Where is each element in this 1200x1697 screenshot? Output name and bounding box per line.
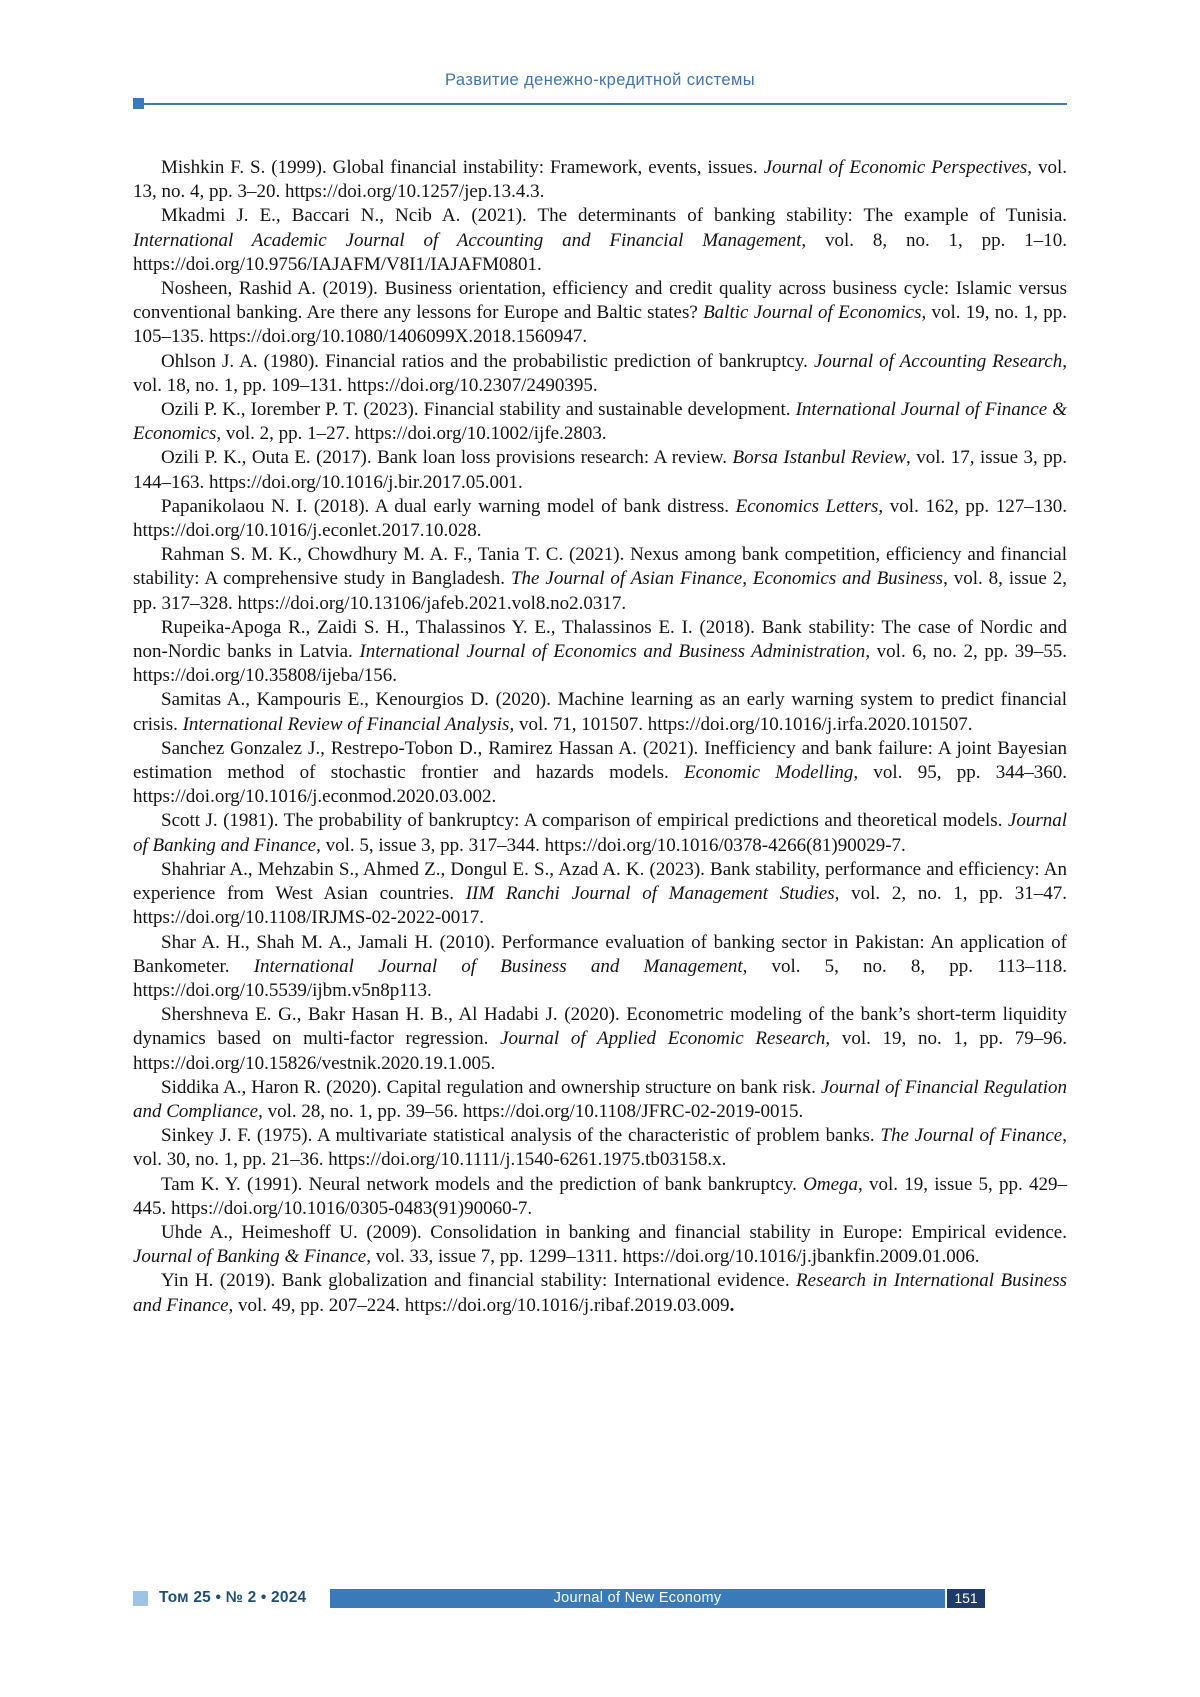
reference-text-segment: , vol. 162, pp. 127–130. https://doi.org/10.1016/j.econlet.2017.10.028. bbox=[133, 495, 1068, 542]
reference-text-segment: Economic Modelling bbox=[684, 762, 854, 784]
reference-entry bbox=[133, 495, 1067, 543]
reference-entry bbox=[133, 1221, 1067, 1269]
reference-text-segment: Siddika A., Haron R. (2020). Capital regulation and ownership structure on bank risk. bbox=[161, 1076, 821, 1098]
reference-text-segment: Sinkey J. F. (1975). A multivariate statistical analysis of the characteristic of problem banks. bbox=[161, 1125, 881, 1147]
reference-entry bbox=[133, 1076, 1067, 1124]
reference-text-segment: IIM Ranchi Journal of Management Studies bbox=[465, 883, 835, 905]
reference-text-segment: , vol. 19, no. 1, pp. 105–135. https://doi.org/10.1080/1406099X.2018.1560947. bbox=[133, 302, 1068, 348]
reference-text-segment: Ozili P. K., Outa E. (2017). Bank loan loss provisions research: A review. bbox=[161, 447, 733, 469]
page-number-badge: 151 bbox=[947, 1589, 985, 1608]
reference-entry bbox=[133, 616, 1067, 689]
reference-text-segment: , vol. 19, no. 1, pp. 79–96. https://doi.org/10.15826/vestnik.2020.19.1.005. bbox=[133, 1028, 1067, 1074]
reference-text-segment: Journal of Economic Perspectives bbox=[763, 157, 1028, 178]
reference-text-segment: Economics Letters bbox=[735, 495, 879, 517]
reference-entry bbox=[133, 1124, 1067, 1172]
reference-text-segment: Shershneva E. G., Bakr Hasan H. B., Al Hadabi J. (2020). Econometric modeling of the bank’s short-term liquidity dynamics based on multi-factor regression. bbox=[133, 1004, 1067, 1050]
header-rule-square-icon bbox=[133, 98, 144, 109]
reference-entry bbox=[133, 1173, 1067, 1221]
reference-entry bbox=[133, 350, 1067, 398]
reference-text-segment: Omega bbox=[803, 1173, 859, 1195]
reference-entry bbox=[133, 398, 1067, 446]
reference-text-segment: Shahriar A., Mehzabin S., Ahmed Z., Dongul E. S., Azad A. K. (2023). Bank stability, performance and efficiency: An experience from West Asian countries. bbox=[133, 858, 1067, 905]
reference-entry bbox=[133, 277, 1067, 350]
reference-text-segment: , vol. 18, no. 1, pp. 109–131. https://doi.org/10.2307/2490395. bbox=[133, 350, 1067, 396]
reference-text-segment: International Academic Journal of Accounting and Financial Management bbox=[133, 229, 802, 251]
reference-text-segment: , vol. 28, no. 1, pp. 39–56. https://doi.org/10.1108/JFRC-02-2019-0015. bbox=[258, 1100, 804, 1122]
reference-text-segment: Sanchez Gonzalez J., Restrepo-Tobon D., Ramirez Hassan A. (2021). Inefficiency and bank failure: A joint Bayesian estimation method of stochastic frontier and hazards models. bbox=[133, 737, 1067, 784]
reference-text-segment: Journal of Applied Economic Research bbox=[500, 1028, 826, 1050]
reference-entry bbox=[133, 1269, 1067, 1317]
reference-entry bbox=[133, 204, 1067, 277]
reference-text-segment: The Journal of Asian Finance, Economics and Business bbox=[510, 568, 944, 590]
reference-text-segment: International Review of Financial Analysis bbox=[182, 713, 510, 735]
reference-text-segment: , vol. 8, issue 2, pp. 317–328. https://doi.org/10.13106/jafeb.2021.vol8.no2.0317. bbox=[133, 568, 1068, 614]
reference-text-segment: Ozili P. K., Iorember P. T. (2023). Financial stability and sustainable development. bbox=[161, 399, 796, 421]
reference-text-segment: International Journal of Finance & Economics bbox=[133, 399, 1067, 445]
page-header bbox=[133, 71, 1067, 90]
reference-text-segment: Yin H. (2019). Bank globalization and financial stability: International evidence. bbox=[161, 1270, 797, 1292]
reference-entry bbox=[133, 737, 1067, 810]
reference-entry bbox=[133, 688, 1067, 736]
reference-text-segment: Mkadmi J. E., Baccari N., Ncib A. (2021). The determinants of banking stability: The example of Tunisia. bbox=[161, 205, 1067, 227]
reference-text-segment: Journal of Banking & Finance bbox=[133, 1246, 367, 1268]
reference-text-segment: Ohlson J. A. (1980). Financial ratios and the probabilistic prediction of bankruptcy. bbox=[161, 350, 814, 372]
reference-text-segment: International Journal of Business and Management bbox=[253, 955, 743, 977]
reference-text-segment: . bbox=[729, 1294, 735, 1316]
reference-text-segment: Shar A. H., Shah M. A., Jamali H. (2010). Performance evaluation of banking sector in Pakistan: An application of Bankometer. bbox=[133, 931, 1067, 977]
reference-text-segment: Research in International Business and Finance bbox=[133, 1270, 1067, 1316]
reference-text-segment: , vol. 30, no. 1, pp. 21–36. https://doi.org/10.1111/j.1540-6261.1975.tb03158.x. bbox=[133, 1125, 1067, 1171]
reference-text-segment: Tam K. Y. (1991). Neural network models and the prediction of bank bankruptcy. bbox=[161, 1173, 804, 1195]
header-rule bbox=[133, 98, 1067, 109]
reference-text-segment: , vol. 2, no. 1, pp. 31–47. https://doi.org/10.1108/IRJMS-02-2022-0017. bbox=[133, 883, 1068, 929]
reference-text-segment: Rupeika-Apoga R., Zaidi S. H., Thalassinos Y. E., Thalassinos E. I. (2018). Bank stability: The case of Nordic and non-Nordic banks in Latvia. bbox=[133, 616, 1067, 663]
reference-text-segment: The Journal of Finance bbox=[880, 1125, 1063, 1147]
volume-issue-label: Том 25 • № 2 • 2024 bbox=[159, 1589, 307, 1606]
reference-text-segment: Rahman S. M. K., Chowdhury M. A. F., Tania T. C. (2021). Nexus among bank competition, efficiency and financial stability: A comprehensive study in Bangladesh. bbox=[133, 544, 1067, 590]
reference-text-segment: , vol. 8, no. 1, pp. 1–10. https://doi.org/10.9756/IAJAFM/V8I1/IAJAFM0801. bbox=[133, 229, 1067, 275]
references-list bbox=[133, 156, 1067, 1318]
reference-text-segment: Journal of Accounting Research bbox=[814, 350, 1063, 372]
reference-text-segment: , vol. 5, no. 8, pp. 113–118. https://doi.org/10.5539/ijbm.v5n8p113. bbox=[133, 955, 1067, 1001]
reference-text-segment: Borsa Istanbul Review bbox=[732, 447, 907, 469]
reference-text-segment: , vol. 95, pp. 344–360. https://doi.org/10.1016/j.econmod.2020.03.002. bbox=[133, 762, 1067, 808]
reference-entry bbox=[133, 858, 1067, 931]
header-rule-line bbox=[144, 103, 1067, 105]
reference-text-segment: Baltic Journal of Economics bbox=[703, 302, 922, 324]
reference-entry bbox=[133, 809, 1067, 857]
reference-text-segment: , vol. 5, issue 3, pp. 317–344. https://doi.org/10.1016/0378-4266(81)90029-7. bbox=[316, 834, 906, 856]
running-title: Развитие денежно-кредитной системы bbox=[444, 71, 756, 89]
reference-text-segment: , vol. 71, 101507. https://doi.org/10.1016/j.irfa.2020.101507. bbox=[509, 713, 973, 735]
reference-text-segment: International Journal of Economics and Business Administration bbox=[359, 641, 866, 663]
reference-text-segment: , vol. 49, pp. 207–224. https://doi.org/10.1016/j.ribaf.2019.03.009 bbox=[228, 1294, 730, 1316]
reference-text-segment: , vol. 17, issue 3, pp. 144–163. https://doi.org/10.1016/j.bir.2017.05.001. bbox=[133, 447, 1068, 493]
reference-text-segment: , vol. 6, no. 2, pp. 39–55. https://doi.org/10.35808/ijeba/156. bbox=[133, 641, 1068, 687]
journal-name-label: Journal of New Economy bbox=[553, 1590, 722, 1606]
reference-text-segment: , vol. 13, no. 4, pp. 3–20. https://doi.org/10.1257/jep.13.4.3. bbox=[133, 157, 1068, 203]
reference-entry bbox=[133, 543, 1067, 616]
reference-text-segment: Scott J. (1981). The probability of bankruptcy: A comparison of empirical predictions and theoretical models. bbox=[161, 810, 1008, 832]
reference-text-segment: Journal of Financial Regulation and Compliance bbox=[133, 1076, 1067, 1122]
reference-text-segment: , vol. 19, issue 5, pp. 429–445. https://doi.org/10.1016/0305-0483(91)90060-7. bbox=[133, 1173, 1068, 1219]
reference-text-segment: Mishkin F. S. (1999). Global financial instability: Framework, events, issues. bbox=[161, 157, 764, 178]
reference-text-segment: Nosheen, Rashid A. (2019). Business orientation, efficiency and credit quality across business cycle: Islamic versus conventional banking. Are there any lessons for Europe and Baltic states? bbox=[133, 278, 1067, 324]
page-footer bbox=[133, 1588, 985, 1608]
reference-text-segment: Samitas A., Kampouris E., Kenourgios D. (2020). Machine learning as an early warning system to predict financial crisis. bbox=[133, 689, 1067, 735]
reference-text-segment: , vol. 33, issue 7, pp. 1299–1311. https://doi.org/10.1016/j.jbankfin.2009.01.006. bbox=[366, 1246, 980, 1268]
reference-entry bbox=[133, 1003, 1067, 1076]
reference-entry bbox=[133, 931, 1067, 1004]
reference-text-segment: Journal of Banking and Finance bbox=[133, 810, 1067, 856]
reference-entry bbox=[133, 446, 1067, 494]
reference-text-segment: Uhde A., Heimeshoff U. (2009). Consolidation in banking and financial stability in Europe: Empirical evidence. bbox=[161, 1221, 1067, 1243]
footer-volume-block bbox=[133, 1589, 330, 1607]
reference-text-segment: , vol. 2, pp. 1–27. https://doi.org/10.1002/ijfe.2803. bbox=[216, 423, 607, 445]
footer-journal-bar bbox=[330, 1589, 945, 1608]
footer-square-icon bbox=[133, 1591, 148, 1606]
reference-entry bbox=[133, 156, 1067, 204]
reference-text-segment: Papanikolaou N. I. (2018). A dual early warning model of bank distress. bbox=[161, 495, 736, 517]
